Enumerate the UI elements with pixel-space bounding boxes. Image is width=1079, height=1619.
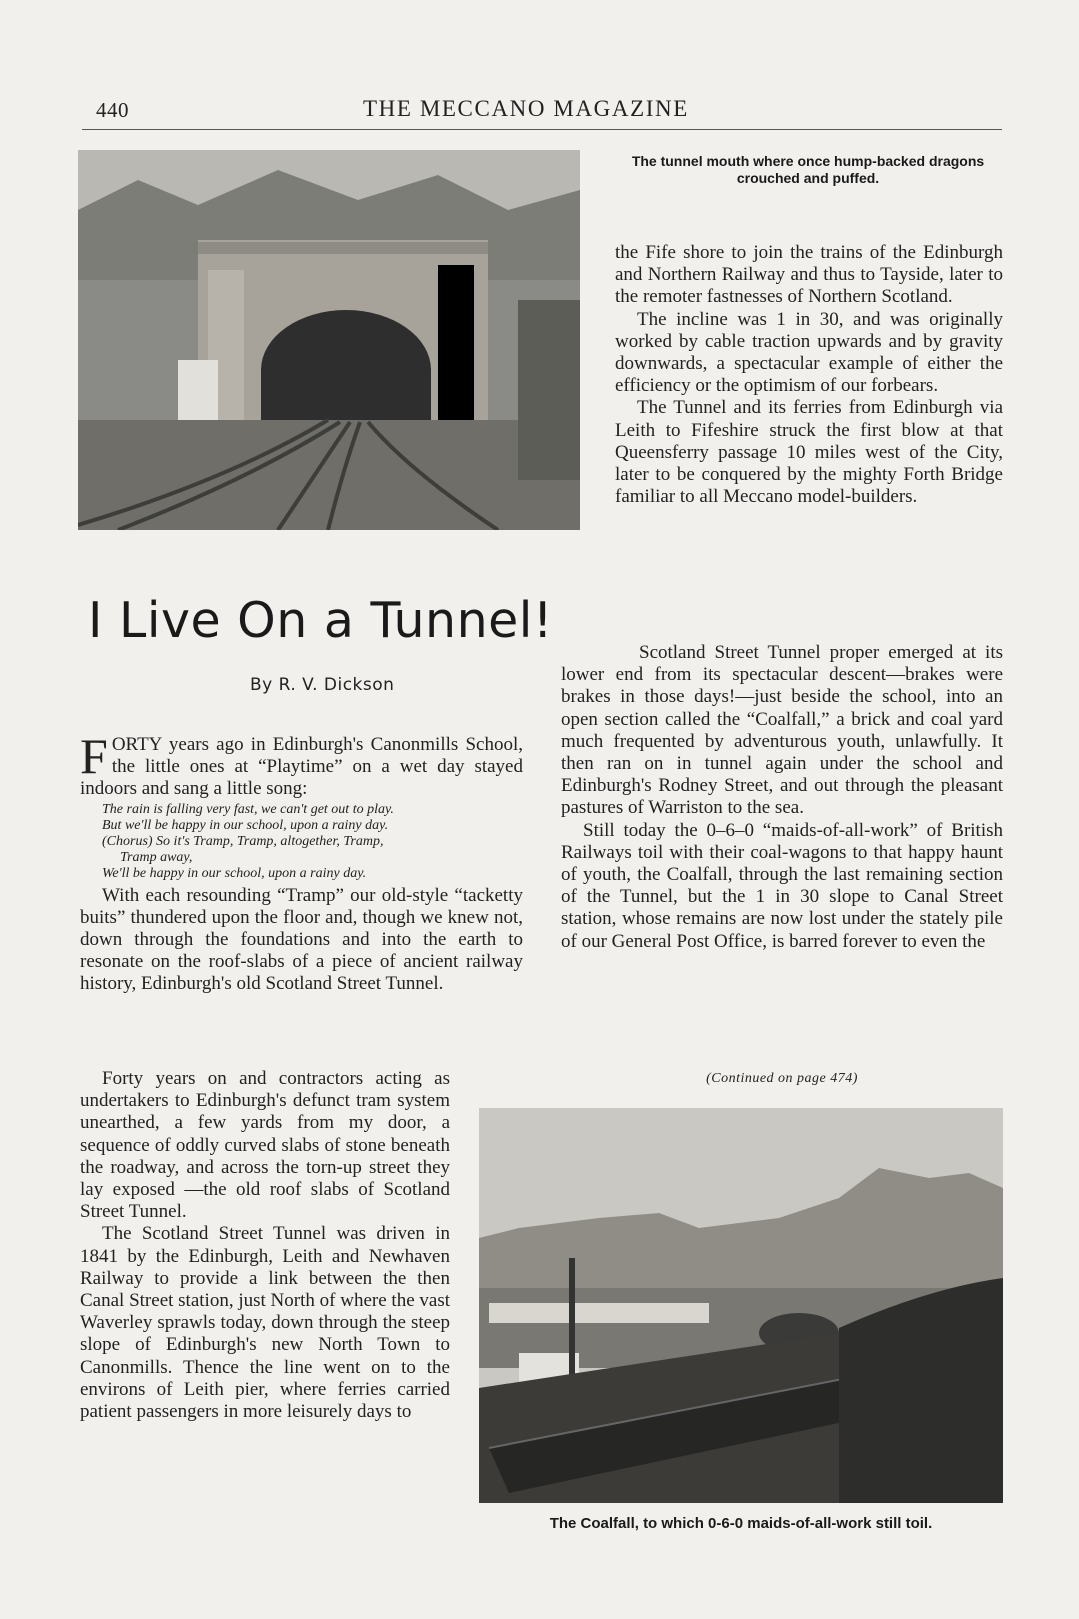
- left-column-narrow: [80, 1068, 523, 1423]
- paragraph-1: FORTY years ago in Edinburgh's Canonmills School, the little ones at “Playtime” on a wet day stayed indoors and sang a little song:: [80, 728, 523, 800]
- drop-cap: F: [80, 728, 108, 784]
- tunnel-mouth-photo: [78, 150, 580, 530]
- paragraph-4: The Scotland Street Tunnel was driven in 1841 by the Edinburgh, Leith and Newhaven Railway to provide a link between the then Canal Street station, just North of where the vast Waverley sprawls today, down through the steep slope of Edinburgh's new North Town to Canonmills. Thence the line went on to the environs of Leith pier, where ferries carried patient passengers in more leisurely days to: [80, 1223, 450, 1423]
- verse-line: We'll be happy in our school, upon a rainy day.: [102, 865, 367, 881]
- paragraph-8: Scotland Street Tunnel proper emerged at its lower end from its spectacular descent—brakes were brakes in those days!—just beside the school, into an open section called the “Coalfall,” a brick and coal yard much frequented by adventurous youth, unlawfully. It then ran on in tunnel again under the school and Edinburgh's Rodney Street, and out through the pleasant pastures of Warriston to the sea.: [561, 642, 1003, 819]
- paragraph-6: The incline was 1 in 30, and was originally worked by cable traction upwards and by gravity downwards, a spectacular example of either the efficiency or the optimism of our forbears.: [615, 308, 1003, 397]
- verse-line: The rain is falling very fast, we can't get out to play.: [102, 801, 394, 817]
- paragraph-2: With each resounding “Tramp” our old-style “tacketty buits” thundered upon the floor and, though we knew not, down through the foundations and into the earth to resonate on the roof-slabs of a piece of ancient railway history, Edinburgh's old Scotland Street Tunnel.: [80, 884, 523, 995]
- paragraph-9: Still today the 0–6–0 “maids-of-all-work” of British Railways toil with their coal-wagons to that happy haunt of youth, the Coalfall, through the last remaining section of the Tunnel, but the 1 in 30 slope to Canal Street station, whose remains are now lost under the stately pile of our General Post Office, is barred forever to even the: [561, 819, 1003, 952]
- magazine-title: THE MECCANO MAGAZINE: [363, 96, 689, 121]
- top-photo-caption: The tunnel mouth where once hump-backed dragons crouched and puffed.: [631, 153, 985, 186]
- paragraph-7: The Tunnel and its ferries from Edinburgh via Leith to Fifeshire struck the first blow at that Queensferry passage 10 miles west of the City, later to be conquered by the mighty Forth Bridge familiar to all Meccano model-builders.: [615, 397, 1003, 508]
- article-title: I Live On a Tunnel!: [88, 592, 554, 649]
- paragraph-3: Forty years on and contractors acting as undertakers to Edinburgh's defunct tram system unearthed, a few yards from my door, a sequence of oddly curved slabs of stone beneath the roadway, and across the torn-up street they lay exposed —the old roof slabs of Scotland Street Tunnel.: [80, 1068, 450, 1223]
- right-column: [615, 242, 1003, 508]
- header-rule: [82, 129, 1002, 130]
- coalfall-photo: [479, 1108, 1003, 1503]
- bottom-photo-caption: The Coalfall, to which 0-6-0 maids-of-all-work still toil.: [549, 1515, 933, 1532]
- verse-line: (Chorus) So it's Tramp, Tramp, altogether, Tramp,: [102, 833, 384, 849]
- page-number: 440: [96, 98, 129, 122]
- left-column: [80, 728, 523, 996]
- verse-line: But we'll be happy in our school, upon a rainy day.: [102, 817, 389, 833]
- verse-line: Tramp away,: [120, 849, 193, 865]
- song-verse: [102, 802, 523, 882]
- byline: By R. V. Dickson: [250, 675, 395, 695]
- paragraph-5: the Fife shore to join the trains of the Edinburgh and Northern Railway and thus to Tayside, later to the remoter fastnesses of Northern Scotland.: [615, 242, 1003, 308]
- continued-note: (Continued on page 474): [706, 1071, 858, 1086]
- right-column-wide: [561, 642, 1003, 953]
